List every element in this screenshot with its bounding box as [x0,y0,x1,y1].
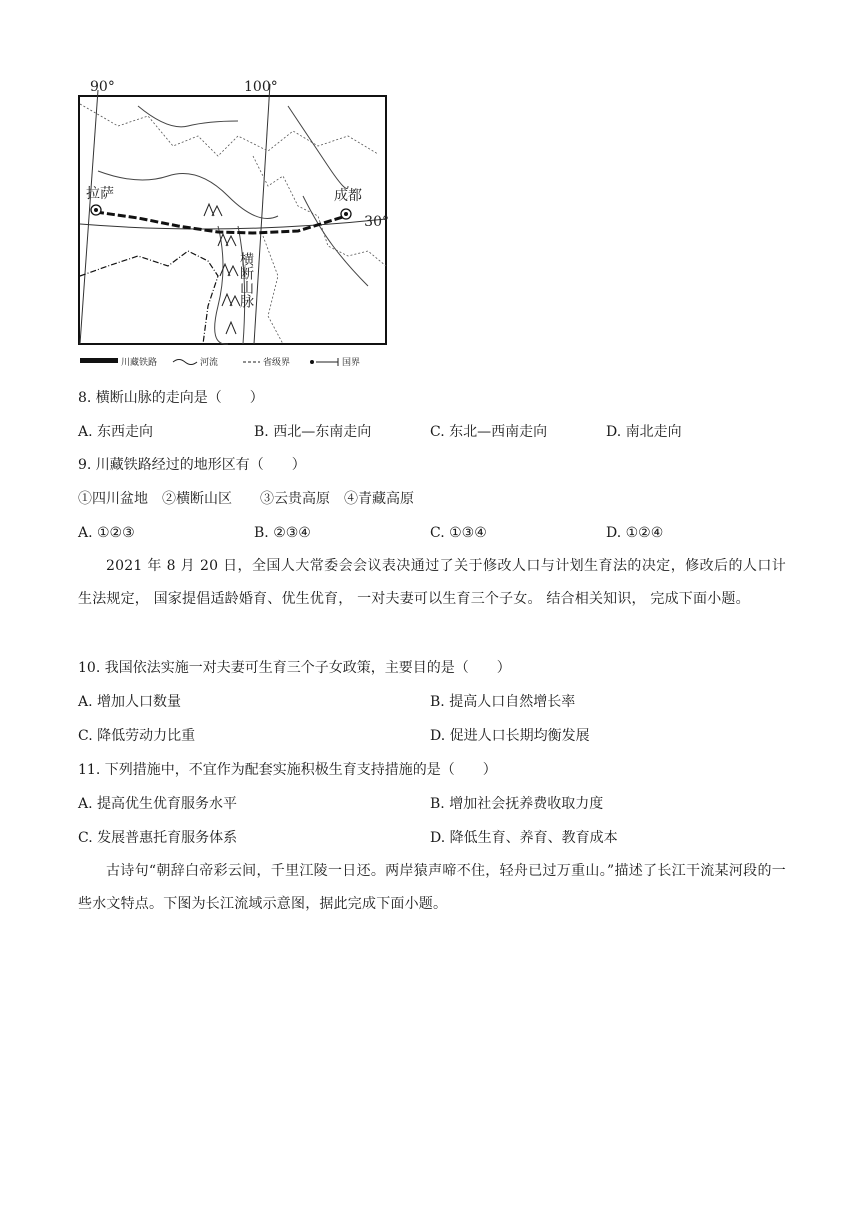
q9-option-c[interactable]: C. ①③④ [430,525,487,541]
q9-stem: 9. 川藏铁路经过的地形区有（ ） [78,457,306,473]
q8-option-a[interactable]: A. 东西走向 [78,424,154,440]
legend-province: 省级界 [263,358,291,368]
q9-items: ①四川盆地 ②横断山区 ③云贵高原 ④青藏高原 [78,491,414,507]
q10-option-c[interactable]: C. 降低劳动力比重 [78,728,196,744]
q11-option-a[interactable]: A. 提高优生优育服务水平 [78,796,238,812]
q10-stem: 10. 我国依法实施一对夫妻可生育三个子女政策，主要目的是（ ） [78,660,511,676]
q8-stem: 8. 横断山脉的走向是（ ） [78,390,264,406]
q8-option-d[interactable]: D. 南北走向 [606,424,682,440]
q10-option-d[interactable]: D. 促进人口长期均衡发展 [430,728,590,744]
chengdu-label: 成都 [334,188,362,204]
lat-30-label: 30° [364,214,389,230]
q10-option-a[interactable]: A. 增加人口数量 [78,694,182,710]
q11-stem: 11. 下列措施中，不宜作为配套实施积极生育支持措施的是（ ） [78,762,497,778]
map-svg [78,76,390,374]
q10-option-b[interactable]: B. 提高人口自然增长率 [430,694,576,710]
legend-railway: 川藏铁路 [121,358,158,368]
q8-option-b[interactable]: B. 西北—东南走向 [254,424,372,440]
lhasa-label: 拉萨 [86,186,114,202]
q8-option-c[interactable]: C. 东北—西南走向 [430,424,548,440]
legend-river-symbol [173,360,197,365]
q9-option-b[interactable]: B. ②③④ [254,525,311,541]
q11-option-d[interactable]: D. 降低生育、养育、教育成本 [430,830,618,846]
legend-railway-symbol [80,358,118,363]
lon-100-label: 100° [244,79,278,95]
q11-option-b[interactable]: B. 增加社会抚养费收取力度 [430,796,604,812]
legend-national: 国界 [342,358,361,368]
legend-river: 河流 [200,358,219,368]
lon-90-label: 90° [90,79,115,95]
q11-option-c[interactable]: C. 发展普惠托育服务体系 [78,830,238,846]
mountain-label: 横断山脉 [238,252,254,308]
sichuan-tibet-railway-map [78,76,390,374]
passage-population-policy: 2021 年 8 月 20 日，全国人大常委会会议表决通过了关于修改人口与计划生育法的决定，修改后的人口计生法规定， 国家提倡适龄婚育、优生优育， 一对夫妻可以生育三个子女。 结合相关知识， 完成下面小题。 [78,558,786,607]
q9-option-d[interactable]: D. ①②④ [606,525,664,541]
map-frame [79,96,386,344]
q9-option-a[interactable]: A. ①②③ [78,525,135,541]
passage-yangtze-poem: 古诗句“朝辞白帝彩云间，千里江陵一日还。两岸猿声啼不住，轻舟已过万重山。”描述了长江干流某河段的一些水文特点。下图为长江流域示意图，据此完成下面小题。 [78,863,786,912]
